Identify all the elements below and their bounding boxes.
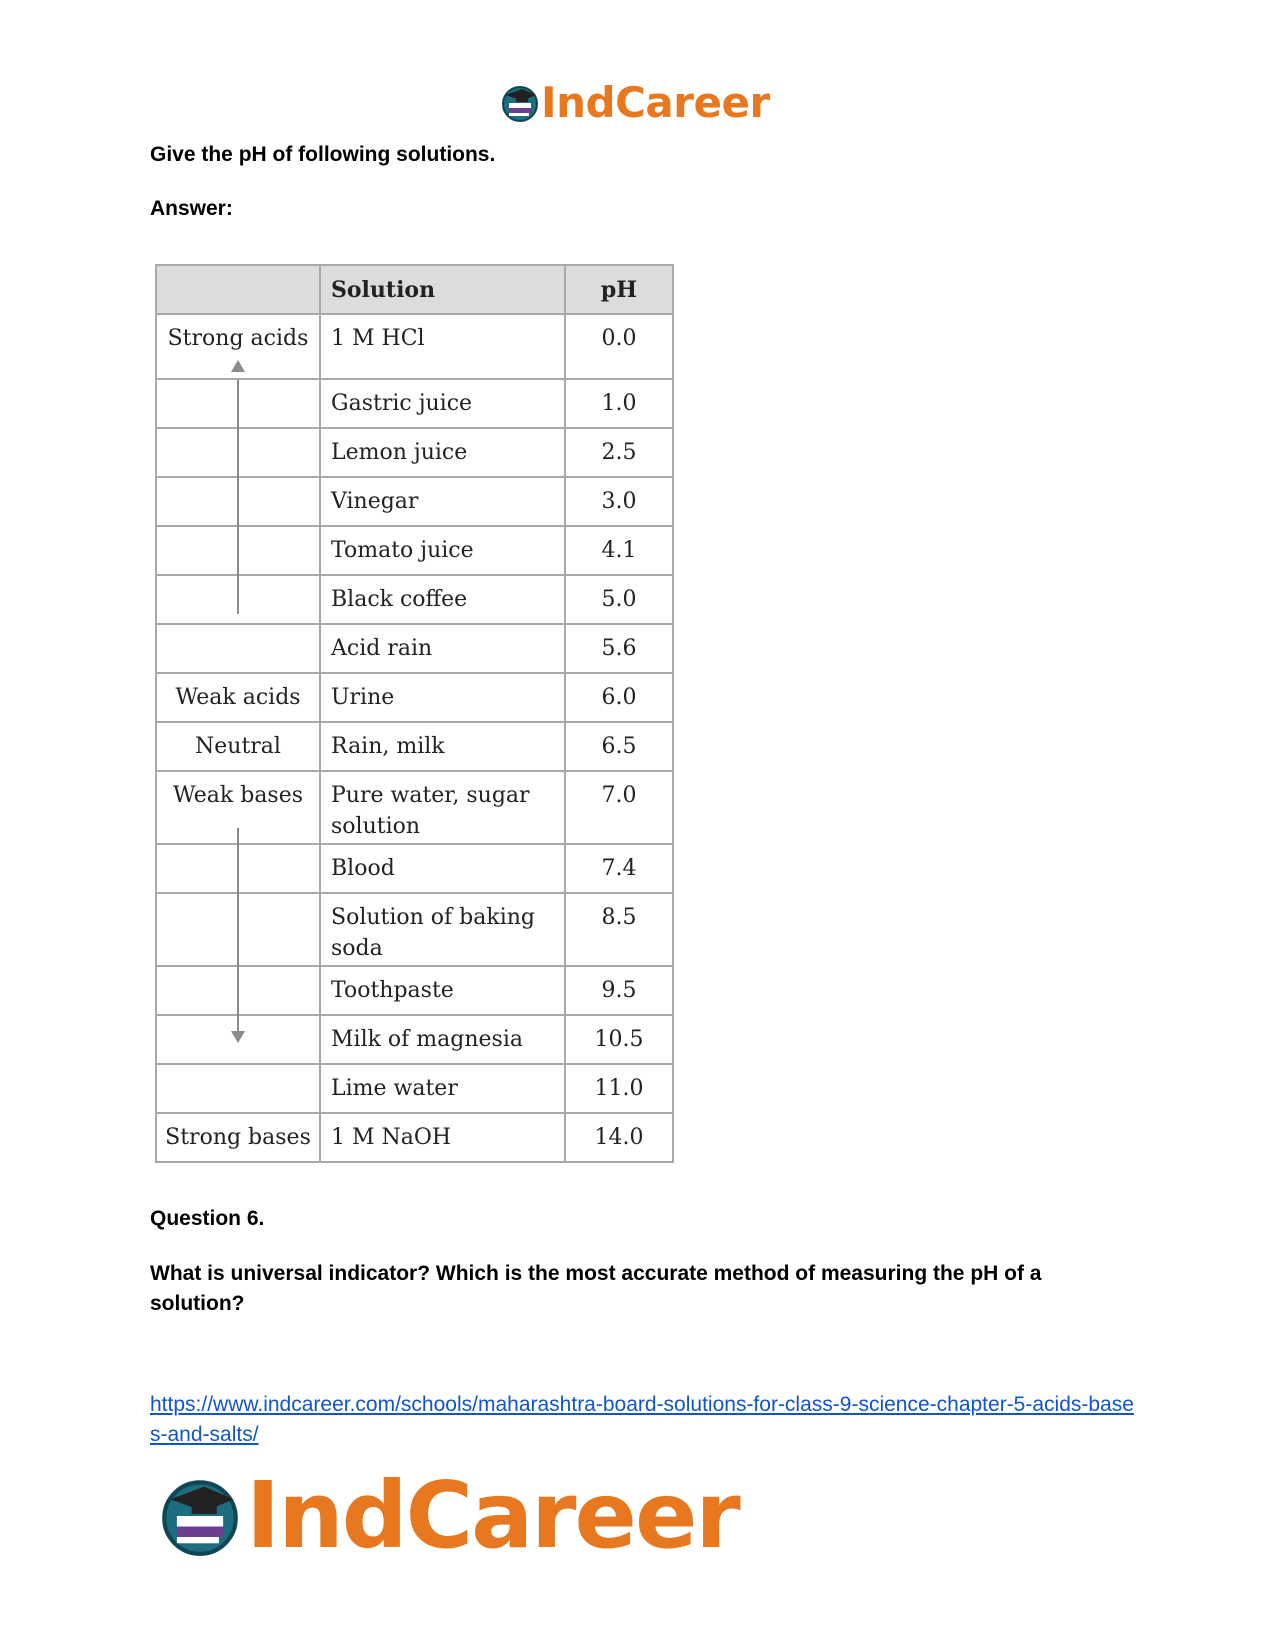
table-row — [156, 673, 673, 722]
category-cell: Strong bases — [156, 1113, 320, 1162]
answer-label: Answer: — [150, 197, 233, 220]
category-cell — [156, 624, 320, 673]
solution-cell: Toothpaste — [320, 966, 565, 1015]
ph-cell: 5.6 — [565, 624, 673, 673]
table-row — [156, 844, 673, 893]
category-cell — [156, 1015, 320, 1064]
ph-cell: 1.0 — [565, 379, 673, 428]
solution-cell: Blood — [320, 844, 565, 893]
ph-cell: 9.5 — [565, 966, 673, 1015]
category-cell — [156, 526, 320, 575]
graduation-cap-globe-icon — [158, 1474, 242, 1558]
solution-cell: Milk of magnesia — [320, 1015, 565, 1064]
solution-cell: Rain, milk — [320, 722, 565, 771]
graduation-cap-globe-icon — [500, 83, 540, 123]
table-row — [156, 1113, 673, 1162]
solution-cell: Vinegar — [320, 477, 565, 526]
table-row — [156, 1064, 673, 1113]
question-number: Question 6. — [150, 1207, 265, 1230]
ph-cell: 6.5 — [565, 722, 673, 771]
source-link[interactable]: https://www.indcareer.com/schools/maharashtra-board-solutions-for-class-9-science-chapter-5-acids-bases-and-salts/ — [150, 1393, 1134, 1446]
ph-cell: 7.4 — [565, 844, 673, 893]
ph-cell: 11.0 — [565, 1064, 673, 1113]
table-row — [156, 722, 673, 771]
category-cell — [156, 428, 320, 477]
category-cell — [156, 844, 320, 893]
ph-cell: 5.0 — [565, 575, 673, 624]
category-cell — [156, 477, 320, 526]
solution-cell: Solution of baking soda — [320, 893, 565, 966]
ph-cell: 7.0 — [565, 771, 673, 844]
brand-wordmark: IndCareer — [246, 1462, 739, 1569]
table-row — [156, 771, 673, 844]
table-row — [156, 575, 673, 624]
ph-cell: 14.0 — [565, 1113, 673, 1162]
solution-cell: Urine — [320, 673, 565, 722]
category-cell — [156, 379, 320, 428]
ph-cell: 8.5 — [565, 893, 673, 966]
solution-cell: 1 M NaOH — [320, 1113, 565, 1162]
ph-cell: 10.5 — [565, 1015, 673, 1064]
brand-logo-top — [500, 78, 770, 128]
category-cell: Weak acids — [156, 673, 320, 722]
table-row — [156, 624, 673, 673]
category-cell — [156, 575, 320, 624]
ph-cell: 3.0 — [565, 477, 673, 526]
table-header-solution: Solution — [320, 265, 565, 314]
ph-cell: 2.5 — [565, 428, 673, 477]
table-row — [156, 477, 673, 526]
question-prompt: Give the pH of following solutions. — [150, 143, 496, 166]
category-cell: Strong acids — [156, 314, 320, 379]
category-cell: Weak bases — [156, 771, 320, 844]
solution-cell: Lemon juice — [320, 428, 565, 477]
ph-cell: 4.1 — [565, 526, 673, 575]
brand-logo-bottom — [158, 1462, 739, 1569]
table-header-row — [156, 265, 673, 314]
solution-cell: Black coffee — [320, 575, 565, 624]
question-text: What is universal indicator? Which is the most accurate method of measuring the pH of a solution? — [150, 1262, 1042, 1315]
table-header-ph: pH — [565, 265, 673, 314]
table-row — [156, 379, 673, 428]
ph-cell: 0.0 — [565, 314, 673, 379]
solution-cell: Pure water, sugar solution — [320, 771, 565, 844]
table-row — [156, 893, 673, 966]
ph-cell: 6.0 — [565, 673, 673, 722]
category-cell: Neutral — [156, 722, 320, 771]
category-cell — [156, 893, 320, 966]
category-cell — [156, 1064, 320, 1113]
table-row — [156, 966, 673, 1015]
brand-wordmark: IndCareer — [541, 78, 770, 127]
table-row — [156, 1015, 673, 1064]
ph-table — [155, 264, 674, 1163]
category-cell — [156, 966, 320, 1015]
solution-cell: Gastric juice — [320, 379, 565, 428]
table-header-category — [156, 265, 320, 314]
table-row — [156, 428, 673, 477]
table-row — [156, 526, 673, 575]
table-row — [156, 314, 673, 379]
solution-cell: Lime water — [320, 1064, 565, 1113]
solution-cell: 1 M HCl — [320, 314, 565, 379]
solution-cell: Acid rain — [320, 624, 565, 673]
solution-cell: Tomato juice — [320, 526, 565, 575]
